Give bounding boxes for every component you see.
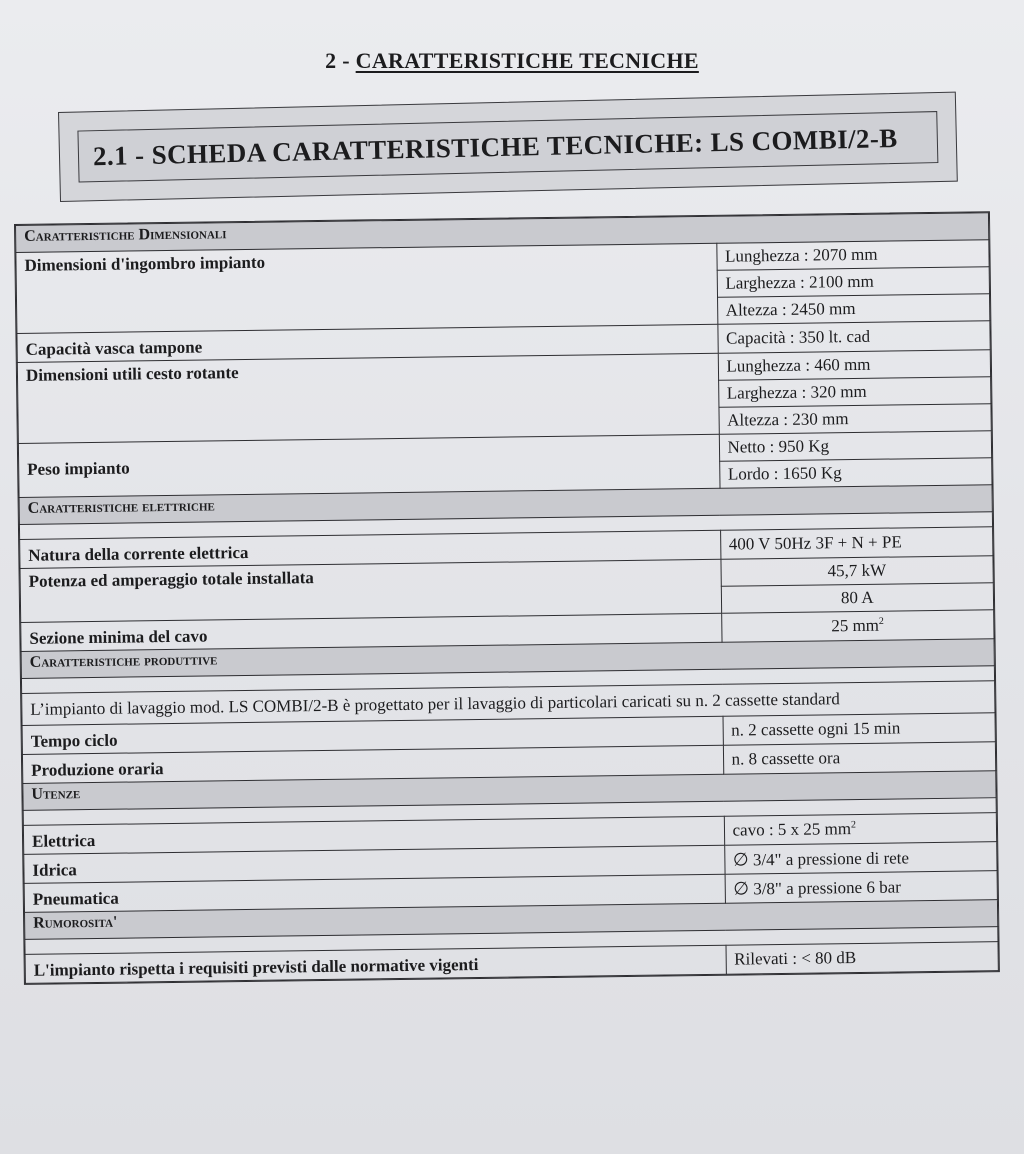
natura-label: Natura della corrente elettrica (20, 530, 721, 568)
ciclo-label: Tempo ciclo (22, 716, 723, 754)
ingombro-label: Dimensioni d'ingombro impianto (16, 243, 718, 333)
natura-value: 400 V 50Hz 3F + N + PE (720, 527, 993, 560)
ingombro-altezza: Altezza : 2450 mm (717, 294, 990, 325)
elettrica-label: Elettrica (23, 816, 724, 854)
ciclo-value: n. 2 cassette ogni 15 min (723, 713, 996, 746)
diameter-icon: ∅ (733, 877, 750, 899)
cesto-lunghezza: Lunghezza : 460 mm (718, 350, 991, 381)
elettrica-sup: 2 (850, 819, 857, 831)
potenza-label: Potenza ed amperaggio totale installata (20, 559, 721, 622)
idrica-label: Idrica (24, 845, 725, 883)
oraria-value: n. 8 cassette ora (723, 742, 996, 775)
pneumatica-value (725, 871, 998, 904)
prod-description: L’impianto di lavaggio mod. LS COMBI/2-B è progettato per il lavaggio di particolari caricati su n. 2 cassette standard (22, 681, 995, 726)
spec-sheet-table (14, 211, 1000, 985)
pneumatica-label: Pneumatica (24, 874, 725, 912)
ingombro-lunghezza: Lunghezza : 2070 mm (716, 240, 989, 271)
utenze-section-header: Utenze (23, 771, 996, 811)
section-heading: CARATTERISTICHE TECNICHE (355, 48, 699, 73)
elettrica-text: cavo : 5 x 25 mm (732, 819, 852, 840)
peso-lordo: Lordo : 1650 Kg (719, 458, 992, 489)
sezione-sup: 2 (878, 615, 884, 628)
peso-label: Peso impianto (18, 434, 719, 497)
section-title (0, 48, 1024, 74)
diameter-icon: ∅ (732, 848, 749, 870)
cesto-label: Dimensioni utili cesto rotante (17, 353, 719, 443)
dim-section-header: Caratteristiche Dimensionali (16, 213, 989, 253)
idrica-text: 3/4" a pressione di rete (748, 847, 910, 869)
rumore-section-header: Rumorosita' (25, 900, 998, 940)
elettrica-value (724, 813, 997, 846)
sezione-value (721, 610, 994, 643)
rumore-value: Rilevati : < 80 dB (726, 942, 999, 975)
elet-section-header: Caratteristiche elettriche (19, 485, 992, 525)
sezione-text: 25 mm (831, 615, 880, 636)
vasca-label: Capacità vasca tampone (17, 324, 718, 362)
vasca-value: Capacità : 350 lt. cad (717, 321, 990, 354)
prod-section-header: Caratteristiche produttive (21, 639, 994, 679)
sezione-label: Sezione minima del cavo (21, 613, 722, 651)
idrica-value (724, 842, 997, 875)
section-number: 2 - (325, 48, 356, 73)
title-banner (58, 92, 958, 202)
pneumatica-text: 3/8" a pressione 6 bar (748, 876, 901, 898)
peso-netto: Netto : 950 Kg (719, 431, 992, 462)
ingombro-larghezza: Larghezza : 2100 mm (717, 267, 990, 298)
cesto-altezza: Altezza : 230 mm (719, 404, 992, 435)
potenza-ampere: 80 A (721, 583, 994, 614)
sheet-title: 2.1 - SCHEDA CARATTERISTICHE TECNICHE: LS COMBI/2-B (77, 111, 938, 182)
oraria-label: Produzione oraria (22, 745, 723, 783)
rumore-label: L'impianto rispetta i requisiti previsti dalle normative vigenti (25, 945, 726, 983)
cesto-larghezza: Larghezza : 320 mm (718, 377, 991, 408)
potenza-kw: 45,7 kW (720, 556, 993, 587)
